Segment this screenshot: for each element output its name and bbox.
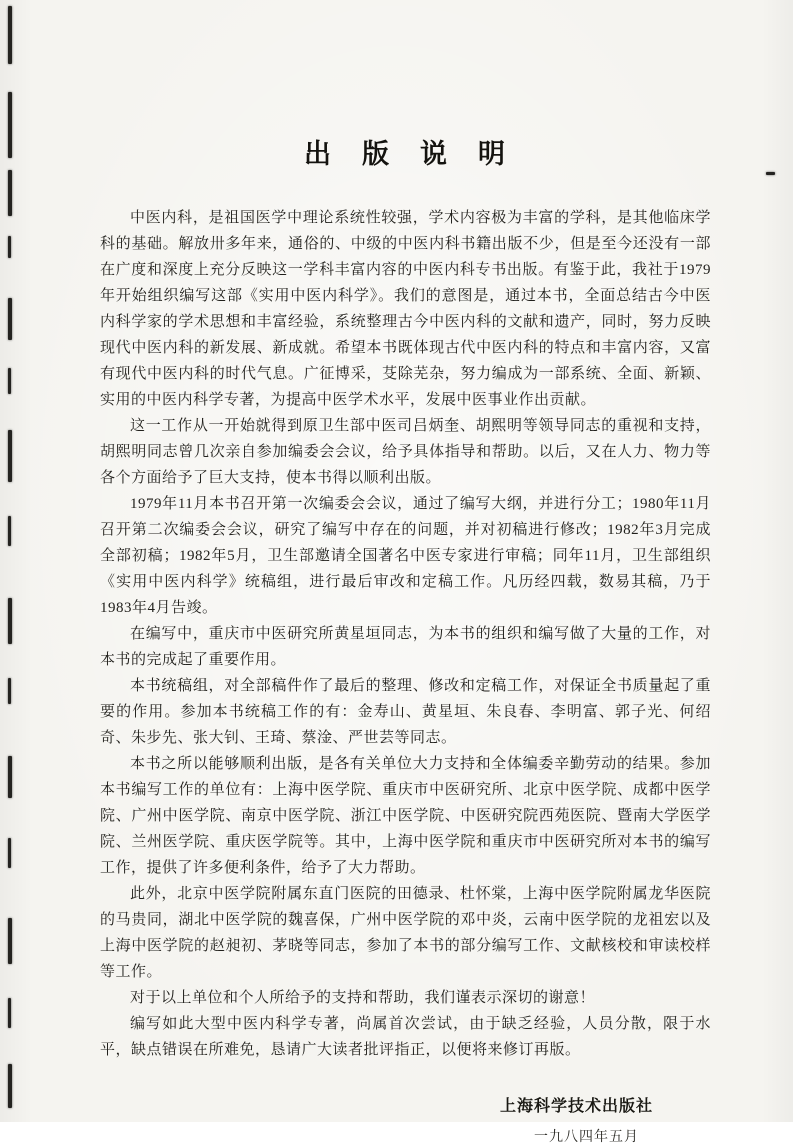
scan-artifact-right: [766, 172, 775, 175]
scan-artifact-left-7: [8, 430, 12, 482]
body-paragraph: 1979年11月本书召开第一次编委会会议，通过了编写大纲，并进行分工；1980年11月召开第二次编委会会议，研究了编写中存在的问题，并对初稿进行修改；1982年3月完成全部初稿；1982年5月，卫生部邀请全国著名中医专家进行审稿；同年11月，卫生部组织《实用中医内科学》统稿组，进行最后审改和定稿工作。凡历经四载，数易其稿，乃于1983年4月告竣。: [100, 496, 711, 616]
scan-artifact-left-5: [8, 298, 12, 340]
body-paragraph: 本书之所以能够顺利出版，是各有关单位大力支持和全体编委辛勤劳动的结果。参加本书编写工作的单位有：上海中医学院、重庆市中医研究所、北京中医学院、成都中医学院、广州中医学院、南京中医学院、浙江中医学院、中医研究院西苑医院、暨南大学医学院、兰州医学院、重庆医学院等。其中，上海中医学院和重庆市中医研究所对本书的编写工作，提供了许多便利条件，给予了大力帮助。: [100, 756, 711, 876]
signature-block: [100, 1093, 711, 1146]
scan-artifact-left-14: [8, 998, 11, 1028]
publication-note: [100, 132, 711, 1146]
scan-artifact-left-9: [8, 598, 12, 644]
body-paragraph: 中医内科，是祖国医学中理论系统性较强，学术内容极为丰富的学科，是其他临床学科的基础。解放卅多年来，通俗的、中级的中医内科书籍出版不少，但是至今还没有一部在广度和深度上充分反映这一学科丰富内容的中医内科专书出版。有鉴于此，我社于1979年开始组织编写这部《实用中医内科学》。我们的意图是，通过本书，全面总结古今中医内科学家的学术思想和丰富经验，系统整理古今中医内科的文献和遗产，同时，努力反映现代中医内科的新发展、新成就。希望本书既体现古代中医内科的特点和丰富内容，又富有现代中医内科的时代气息。广征博采，芟除芜杂，努力编成为一部系统、全面、新颖、实用的中医内科学专著，为提高中医学术水平，发展中医事业作出贡献。: [100, 210, 711, 408]
publisher-name: 上海科学技术出版社: [499, 1098, 653, 1115]
body-paragraph: 在编写中，重庆市中医研究所黄星垣同志，为本书的组织和编写做了大量的工作，对本书的完成起了重要作用。: [100, 626, 711, 668]
page-title: 出 版 说 明: [304, 139, 507, 169]
publication-date: 一九八四年五月: [534, 1130, 639, 1145]
body-paragraph: 本书统稿组，对全部稿件作了最后的整理、修改和定稿工作，对保证全书质量起了重要的作用。参加本书统稿工作的有：金寿山、黄星垣、朱良春、李明富、郭子光、何绍奇、朱步先、张大钊、王琦、蔡淦、严世芸等同志。: [100, 678, 711, 746]
scan-artifact-left-11: [8, 756, 12, 798]
scan-artifact-left-8: [8, 516, 11, 546]
scan-artifact-left-15: [8, 1064, 12, 1108]
body-paragraph: 此外，北京中医学院附属东直门医院的田德录、杜怀棠，上海中医学院附属龙华医院的马贵同，湖北中医学院的魏喜保，广州中医学院的邓中炎，云南中医学院的龙祖宏以及上海中医学院的赵昶初、茅晓等同志，参加了本书的部分编写工作、文献核校和审读校样等工作。: [100, 886, 711, 980]
scan-artifact-left-1: [8, 6, 12, 64]
scan-artifact-left-13: [8, 918, 12, 964]
scan-artifact-left-10: [8, 678, 11, 704]
body-paragraph: 对于以上单位和个人所给予的支持和帮助，我们谨表示深切的谢意！: [130, 990, 596, 1006]
body-paragraph: 这一工作从一开始就得到原卫生部中医司吕炳奎、胡熙明等领导同志的重视和支持，胡熙明同志曾几次亲自参加编委会会议，给予具体指导和帮助。以后，又在人力、物力等各个方面给予了巨大支持，使本书得以顺利出版。: [100, 418, 711, 486]
scan-artifact-left-2: [8, 92, 12, 158]
body-paragraph: 编写如此大型中医内科学专著，尚属首次尝试，由于缺乏经验，人员分散，限于水平，缺点错误在所难免，恳请广大读者批评指正，以便将来修订再版。: [100, 1016, 711, 1058]
scan-artifact-left-6: [8, 368, 11, 394]
scan-artifact-left-12: [8, 838, 11, 868]
scan-artifact-left-3: [8, 170, 12, 216]
scan-artifact-left-4: [8, 236, 11, 258]
body-text: [100, 205, 711, 1063]
